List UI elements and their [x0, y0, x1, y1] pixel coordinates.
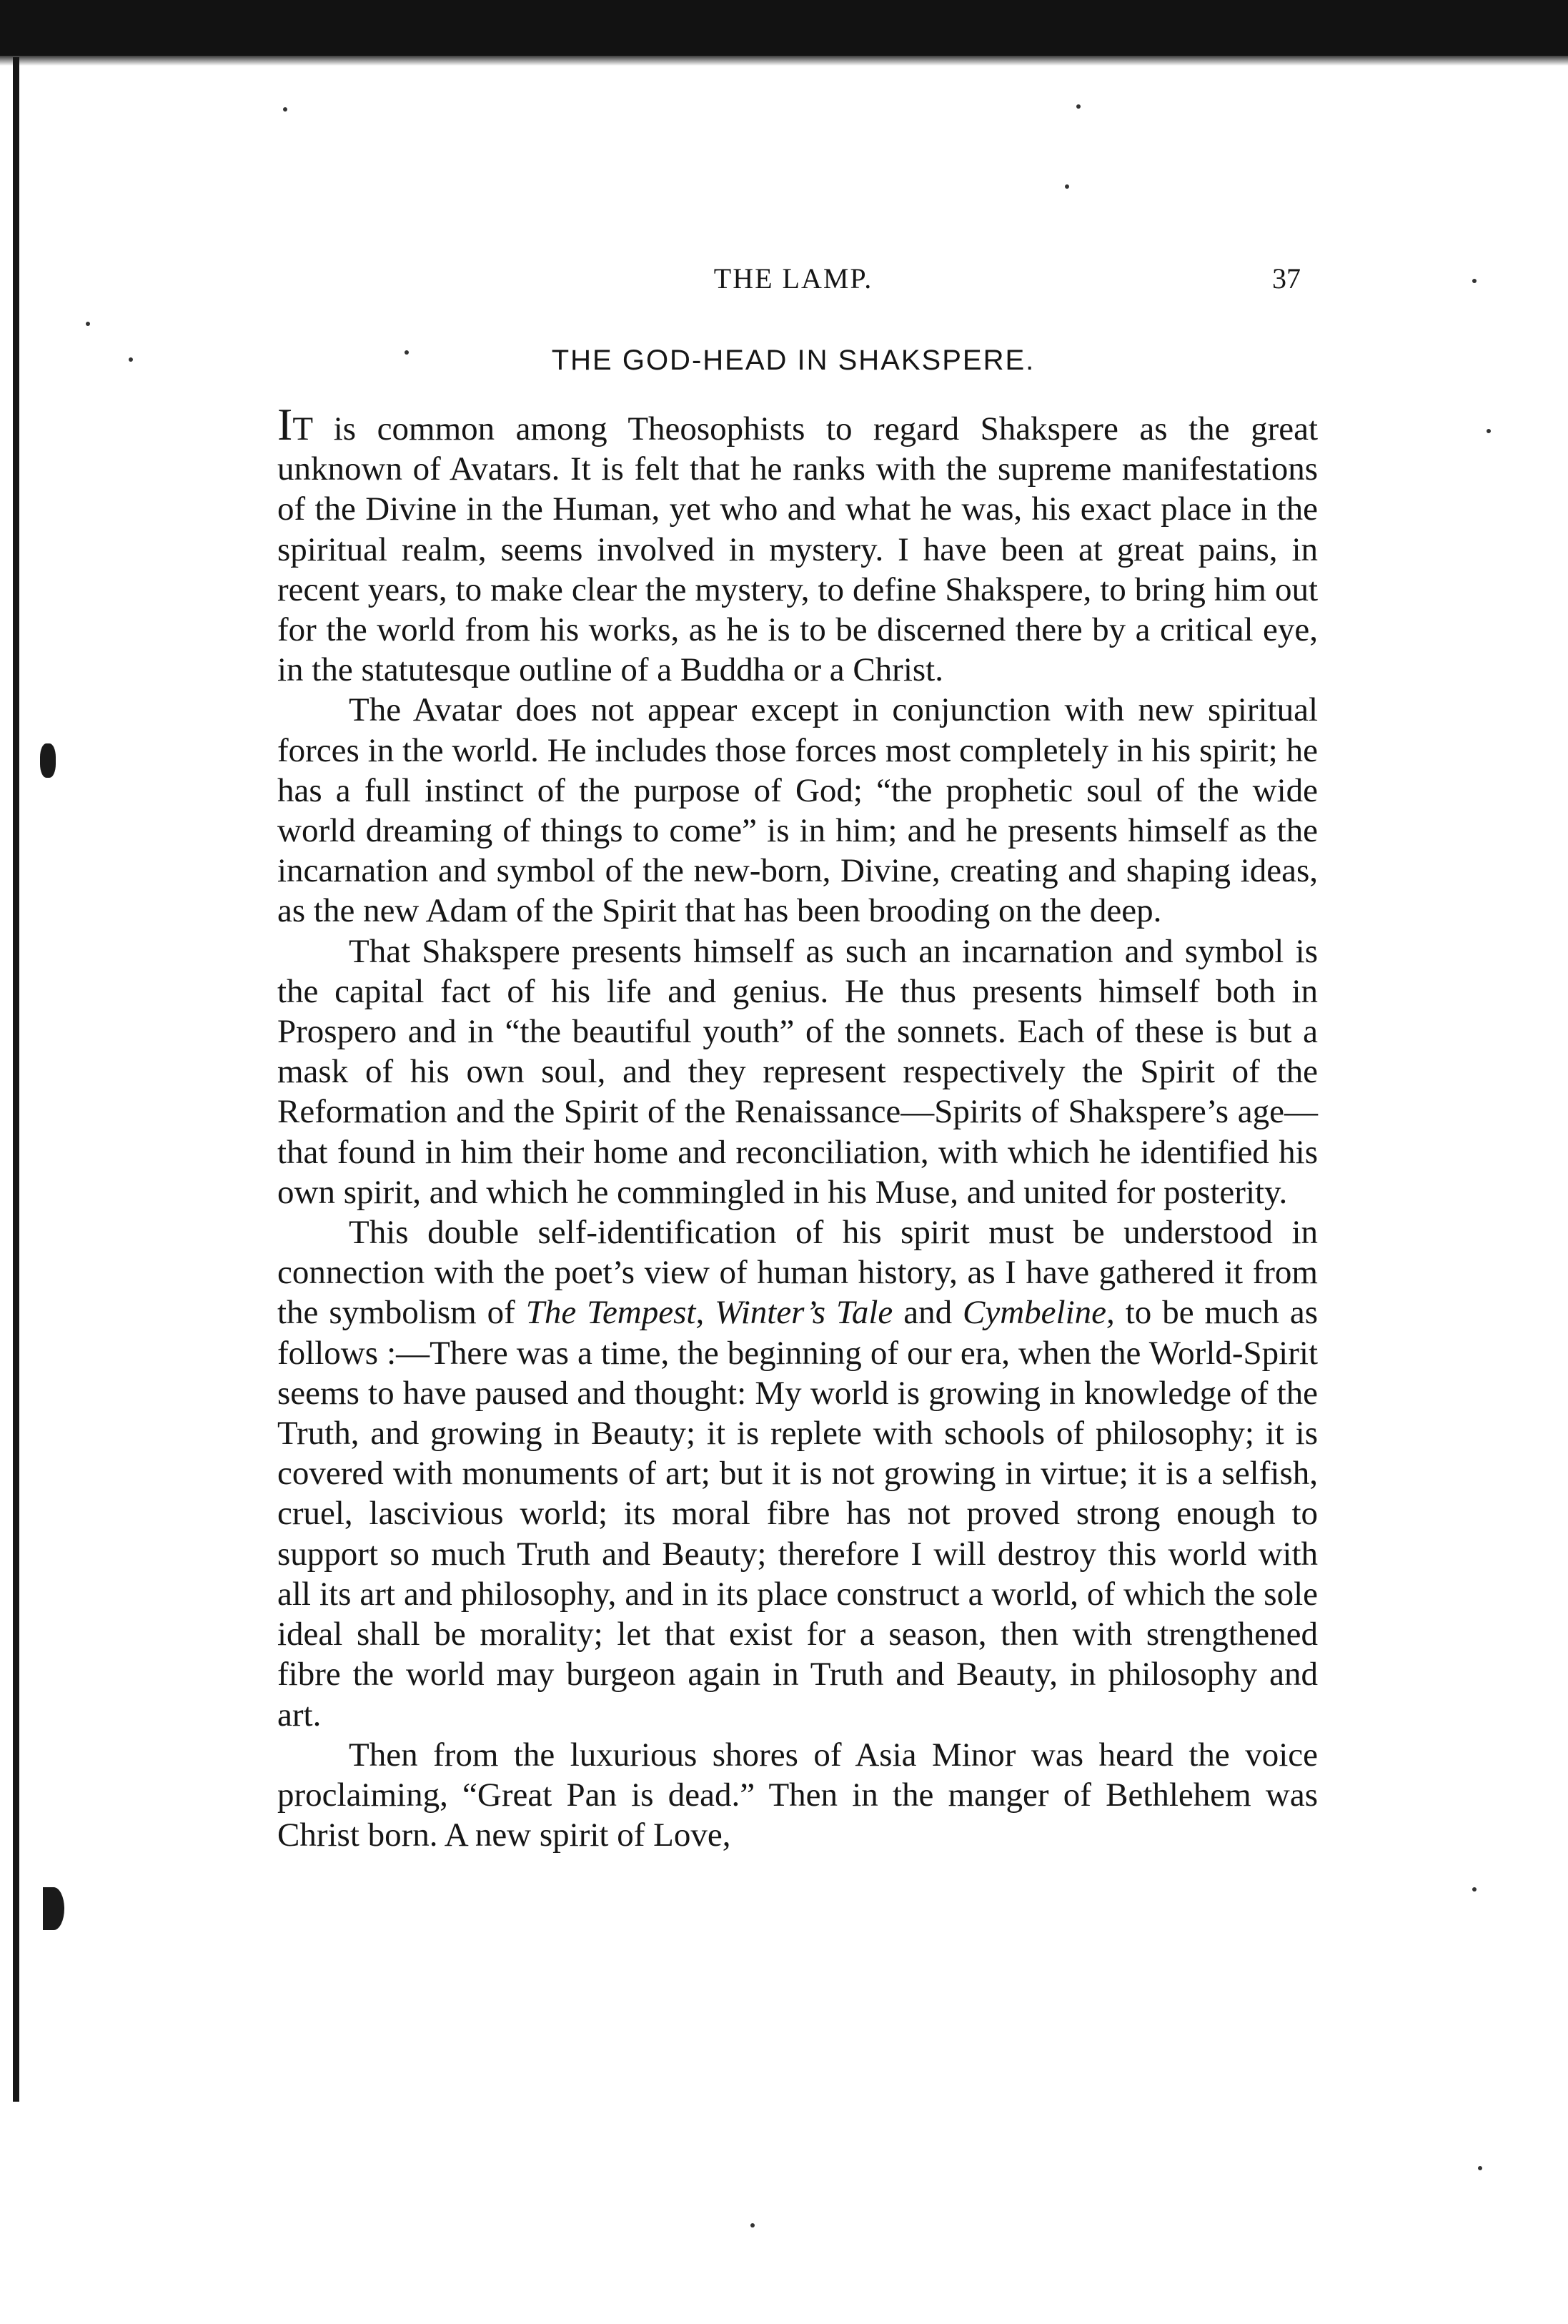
- scan-left-border: [13, 57, 19, 2102]
- running-title: THE LAMP.: [713, 262, 873, 295]
- running-head: [286, 262, 1301, 305]
- paragraph-text: and: [893, 1294, 963, 1332]
- paragraph: IT is common among Theosophists to regard Shakspere as the great unknown of Avatars. It is felt that he ranks with the supreme manifestations of the Divine in the Human, yet who and what he was, his exact place in the spiritual realm, seems involved in mystery. I have been at great pains, in recent years, to make clear the mystery, to define Shakspere, to bring him out for the world from his works, as he is to be discerned there by a critical eye, in the statutesque outline of a Buddha or a Christ.: [277, 399, 1318, 689]
- paragraph: Then from the luxurious shores of Asia Minor was heard the voice proclaiming, “Great Pan is dead.” Then in the manger of Bethlehem was Christ born. A new spirit of Love,: [277, 1736, 1318, 1854]
- scan-speck: [1478, 2166, 1482, 2170]
- paragraph: The Avatar does not appear except in conjunction with new spiritual forces in the world. He includes those forces most completely in his spirit; he has a full instinct of the purpose of God; “the prophetic soul of the wide world dreaming of things to come” is in him; and he presents himself as the incarnation and symbol of the new-born, Divine, creating and shaping ideas, as the new Adam of the Spirit that has been brooding on the deep.: [277, 691, 1318, 930]
- scan-speck: [86, 322, 90, 326]
- scan-speck: [1472, 279, 1477, 283]
- work-title: The Tempest, Winter’s Tale: [525, 1294, 893, 1332]
- scan-speck: [1487, 429, 1491, 433]
- scan-top-border: [0, 0, 1568, 56]
- paragraph-text: This double self-identification of his spirit must be understood in connection with the poet’s view of human history, as I have gathered it from the symbolism of: [277, 1214, 1318, 1332]
- scan-speck: [283, 107, 287, 112]
- scan-ink-blot: [43, 1887, 64, 1930]
- scan-speck: [1472, 1887, 1477, 1892]
- scan-speck: [129, 357, 133, 362]
- article-title: THE GOD-HEAD IN SHAKSPERE.: [551, 345, 1036, 376]
- scan-speck: [1076, 104, 1081, 109]
- scan-speck: [1065, 184, 1069, 189]
- paragraph: [277, 1212, 1318, 1735]
- paragraph: That Shakspere presents himself as such an incarnation and symbol is the capital fact of his life and genius. He thus presents himself both in Prospero and in “the beautiful youth” of the sonnets. Each of these is but a mask of his own soul, and they represent respectively the Spirit of the Reformation and the Spirit of the Renaissance—Spirits of Shakspere’s age—that found in him their home and reconciliation, with which he identified his own spirit, and which he commingled in his Muse, and united for posterity.: [277, 932, 1318, 1211]
- scan-ink-blot: [40, 743, 56, 778]
- scan-top-shadow: [0, 56, 1568, 66]
- scan-speck: [750, 2223, 755, 2227]
- page-number: 37: [1272, 262, 1301, 295]
- paragraph-text: to be much as follows :—There was a time, the beginning of our era, when the World-Spirit seems to have paused and thought: My world is growing in knowledge of the Truth, and growing in Beauty; it is replete with schools of philosophy; it is covered with monuments of art; but it is not growing in virtue; it is a selfish, cruel, lascivious world; its moral fibre has not proved strong enough to support so much Truth and Beauty; therefore I will destroy this world with all its art and philosophy, and in its place construct a world, of which the sole ideal shall be morality; let that exist for a season, then with strengthened fibre the world may burgeon again in Truth and Beauty, in philosophy and art.: [277, 1294, 1318, 1734]
- work-title: Cymbeline,: [963, 1294, 1115, 1332]
- article-body: [277, 399, 1318, 1855]
